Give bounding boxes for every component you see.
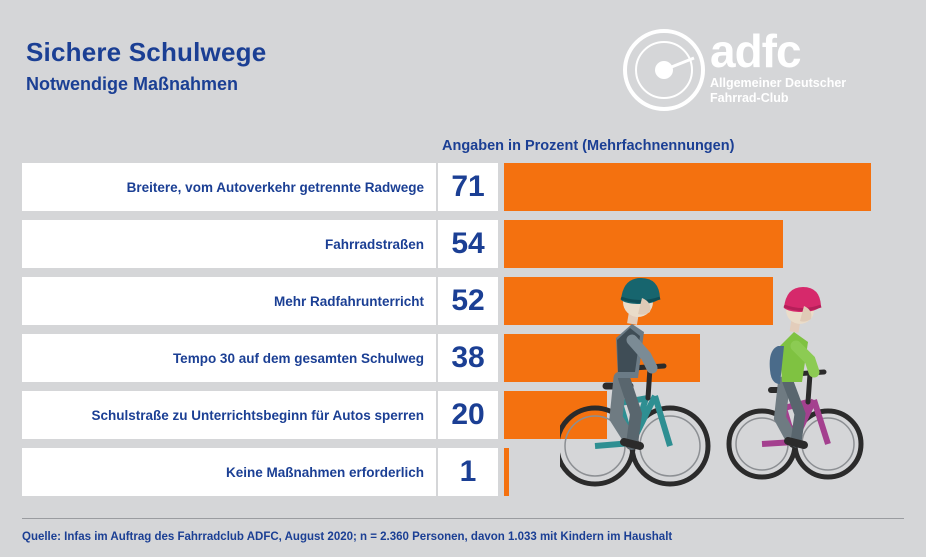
bar-row (22, 220, 904, 268)
bar-label: Schulstraße zu Unterrichtsbeginn für Autos sperren (22, 391, 436, 439)
bar-label: Mehr Radfahrunterricht (22, 277, 436, 325)
adfc-logo-text (710, 25, 847, 107)
chart-subtitle: Angaben in Prozent (Mehrfachnennungen) (442, 138, 735, 154)
bar-value: 54 (436, 220, 498, 268)
bar-fill (504, 277, 773, 325)
bar-track (498, 391, 904, 439)
bar-track (498, 334, 904, 382)
adfc-logo-line2: Fahrrad-Club (710, 91, 789, 106)
bar-label: Tempo 30 auf dem gesamten Schulweg (22, 334, 436, 382)
bar-fill (504, 391, 607, 439)
bar-value: 52 (436, 277, 498, 325)
bar-chart (22, 163, 904, 505)
bar-value: 38 (436, 334, 498, 382)
bicycle-wheel-icon (622, 28, 706, 117)
bar-row (22, 448, 904, 496)
page-title: Sichere Schulwege (26, 37, 267, 67)
bar-value: 20 (436, 391, 498, 439)
header (26, 38, 266, 94)
bar-fill (504, 163, 871, 211)
bar-label: Fahrradstraßen (22, 220, 436, 268)
bar-fill (504, 448, 509, 496)
bar-label: Breitere, vom Autoverkehr getrennte Radwege (22, 163, 436, 211)
bar-row (22, 277, 904, 325)
footer-divider (22, 518, 904, 519)
bar-fill (504, 220, 783, 268)
bar-track (498, 448, 904, 496)
bar-value: 71 (436, 163, 498, 211)
bar-row (22, 334, 904, 382)
adfc-logo-line1: Allgemeiner Deutscher (710, 75, 847, 90)
bar-fill (504, 334, 700, 382)
adfc-logo (622, 26, 904, 112)
bar-label: Keine Maßnahmen erforderlich (22, 448, 436, 496)
bar-row (22, 163, 904, 211)
adfc-wordmark: adfc (710, 25, 801, 77)
bar-track (498, 277, 904, 325)
bar-value: 1 (436, 448, 498, 496)
bar-track (498, 220, 904, 268)
page-subtitle: Notwendige Maßnahmen (26, 73, 239, 94)
source-note: Quelle: Infas im Auftrag des Fahrradclub ADFC, August 2020; n = 2.360 Personen, davon 1.033 mit Kindern im Haushalt (22, 531, 673, 543)
bar-row (22, 391, 904, 439)
bar-track (498, 163, 904, 211)
